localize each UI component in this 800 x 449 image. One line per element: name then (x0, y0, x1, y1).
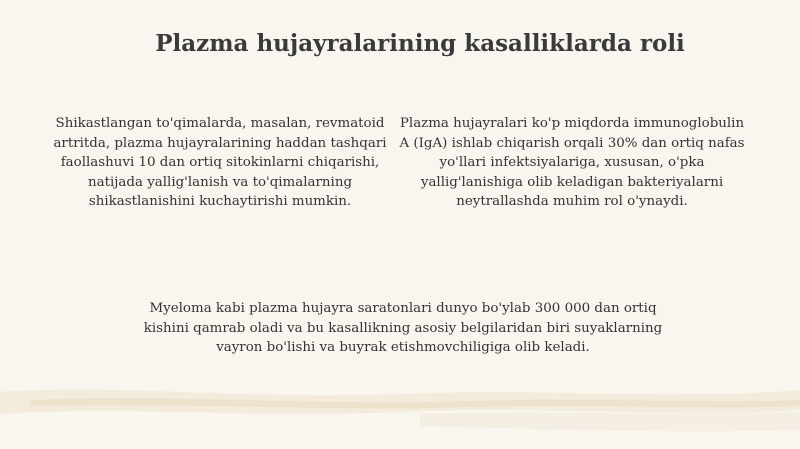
bottom-paragraph: Myeloma kabi plazma hujayra saratonlari dunyo bo'ylab 300 000 dan ortiq kishini qamrab oladi va bu kasallikning asosiy belgilaridan biri suyaklarning vayron bo'lishi va buyrak etishmovchiligiga olib keladi. (143, 301, 663, 355)
slide-title: Plazma hujayralarining kasalliklarda roli (155, 30, 685, 57)
left-paragraph: Shikastlangan to'qimalarda, masalan, revmatoid artritda, plazma hujayralarining haddan tashqari faollashuvi 10 dan ortiq sitokinlarni chiqarishi, natijada yallig'lanish va to'qimalarning shikastlanishini kuchaytirishi mumkin. (53, 116, 387, 209)
decorative-brush-stroke (0, 370, 800, 449)
right-paragraph: Plazma hujayralari ko'p miqdorda immunoglobulin A (IgA) ishlab chiqarish orqali 30% dan ortiq nafas yo'llari infektsiyalariga, xususan, o'pka yallig'lanishiga olib keladigan bakteriyalarni neytrallashda muhim rol o'ynaydi. (399, 116, 745, 209)
